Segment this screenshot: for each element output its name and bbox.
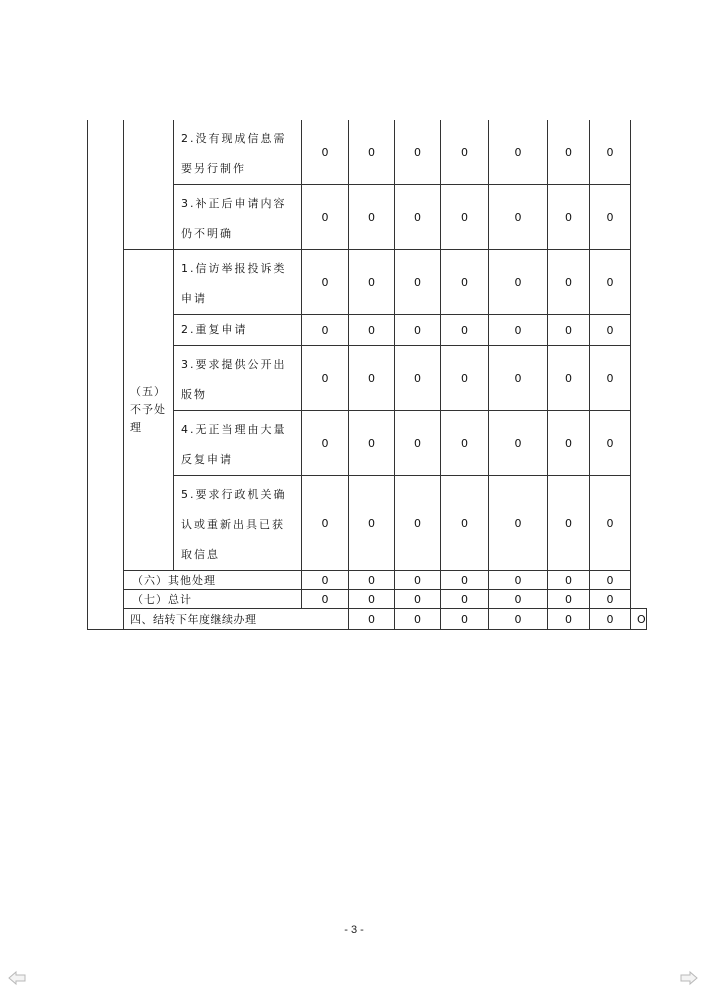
value-cell: 0 bbox=[489, 476, 548, 571]
value-cell: 0 bbox=[489, 609, 548, 630]
outer-category-cell bbox=[88, 120, 124, 630]
next-page-button[interactable] bbox=[680, 970, 698, 986]
row-label: 2.没有现成信息需要另行制作 bbox=[174, 120, 302, 185]
arrow-right-icon bbox=[680, 970, 698, 986]
statistics-table bbox=[87, 120, 647, 630]
value-cell: 0 bbox=[590, 590, 631, 609]
value-cell: 0 bbox=[441, 315, 489, 346]
value-cell: 0 bbox=[395, 609, 441, 630]
value-cell: 0 bbox=[548, 609, 590, 630]
value-cell: 0 bbox=[302, 120, 349, 185]
value-cell: 0 bbox=[349, 185, 395, 250]
value-cell: 0 bbox=[349, 571, 395, 590]
value-cell: 0 bbox=[548, 120, 590, 185]
table-row bbox=[88, 250, 647, 315]
value-cell: 0 bbox=[441, 571, 489, 590]
value-cell: 0 bbox=[395, 185, 441, 250]
value-cell: 0 bbox=[349, 609, 395, 630]
row-label: 3.要求提供公开出版物 bbox=[174, 346, 302, 411]
value-cell: 0 bbox=[590, 346, 631, 411]
value-cell: 0 bbox=[441, 476, 489, 571]
value-cell: 0 bbox=[590, 476, 631, 571]
value-cell: 0 bbox=[395, 315, 441, 346]
value-cell: 0 bbox=[590, 411, 631, 476]
value-cell: 0 bbox=[395, 476, 441, 571]
row-label: 4.无正当理由大量反复申请 bbox=[174, 411, 302, 476]
value-cell: 0 bbox=[441, 120, 489, 185]
value-cell: 0 bbox=[590, 120, 631, 185]
value-cell: 0 bbox=[302, 590, 349, 609]
arrow-left-icon bbox=[8, 970, 26, 986]
table-row bbox=[88, 571, 647, 590]
value-cell: 0 bbox=[548, 185, 590, 250]
value-cell: 0 bbox=[441, 185, 489, 250]
value-cell: 0 bbox=[395, 346, 441, 411]
value-cell: 0 bbox=[441, 609, 489, 630]
row-label: 5.要求行政机关确认或重新出具已获取信息 bbox=[174, 476, 302, 571]
value-cell: 0 bbox=[548, 571, 590, 590]
value-cell: 0 bbox=[489, 315, 548, 346]
group-five-title bbox=[124, 250, 174, 571]
value-cell: 0 bbox=[302, 571, 349, 590]
value-cell: 0 bbox=[302, 346, 349, 411]
value-cell: 0 bbox=[302, 476, 349, 571]
row-label: 1.信访举报投诉类申请 bbox=[174, 250, 302, 315]
value-cell: 0 bbox=[590, 315, 631, 346]
value-cell: 0 bbox=[395, 571, 441, 590]
value-cell: 0 bbox=[489, 411, 548, 476]
value-cell: 0 bbox=[441, 250, 489, 315]
value-cell: 0 bbox=[441, 590, 489, 609]
value-cell: 0 bbox=[349, 315, 395, 346]
table-row bbox=[88, 120, 647, 185]
value-cell: 0 bbox=[302, 315, 349, 346]
page-number: - 3 - bbox=[344, 924, 364, 936]
value-cell: 0 bbox=[489, 571, 548, 590]
value-cell: 0 bbox=[302, 411, 349, 476]
group-title-line: 不予处 bbox=[130, 403, 166, 416]
value-cell: 0 bbox=[548, 590, 590, 609]
value-cell: 0 bbox=[395, 590, 441, 609]
value-cell: 0 bbox=[349, 120, 395, 185]
table-row bbox=[88, 609, 647, 630]
value-cell: 0 bbox=[441, 411, 489, 476]
group-title-line: （五） bbox=[130, 385, 166, 398]
value-cell: 0 bbox=[489, 185, 548, 250]
group-title-line: 理 bbox=[130, 421, 142, 434]
group-continuation-cell bbox=[124, 120, 174, 250]
value-cell: 0 bbox=[590, 609, 631, 630]
prev-page-button[interactable] bbox=[8, 970, 26, 986]
row-label: （七）总计 bbox=[124, 590, 302, 609]
value-cell: 0 bbox=[395, 250, 441, 315]
value-cell: 0 bbox=[302, 185, 349, 250]
value-cell: 0 bbox=[590, 185, 631, 250]
value-cell: 0 bbox=[489, 346, 548, 411]
value-cell: 0 bbox=[395, 120, 441, 185]
value-cell: 0 bbox=[548, 476, 590, 571]
value-cell: 0 bbox=[590, 571, 631, 590]
value-cell: 0 bbox=[349, 590, 395, 609]
value-cell: 0 bbox=[349, 411, 395, 476]
row-label: （六）其他处理 bbox=[124, 571, 302, 590]
value-cell: 0 bbox=[548, 411, 590, 476]
value-cell: 0 bbox=[441, 346, 489, 411]
value-cell: 0 bbox=[548, 346, 590, 411]
value-cell: 0 bbox=[548, 315, 590, 346]
value-cell: O bbox=[631, 609, 647, 630]
row-label: 2.重复申请 bbox=[174, 315, 302, 346]
value-cell: 0 bbox=[349, 476, 395, 571]
table-row bbox=[88, 590, 647, 609]
value-cell: 0 bbox=[489, 250, 548, 315]
row-label: 四、结转下年度继续办理 bbox=[124, 609, 349, 630]
value-cell: 0 bbox=[489, 590, 548, 609]
value-cell: 0 bbox=[349, 250, 395, 315]
value-cell: 0 bbox=[349, 346, 395, 411]
row-label: 3.补正后申请内容仍不明确 bbox=[174, 185, 302, 250]
value-cell: 0 bbox=[548, 250, 590, 315]
value-cell: 0 bbox=[302, 250, 349, 315]
value-cell: 0 bbox=[395, 411, 441, 476]
value-cell: 0 bbox=[590, 250, 631, 315]
value-cell: 0 bbox=[489, 120, 548, 185]
